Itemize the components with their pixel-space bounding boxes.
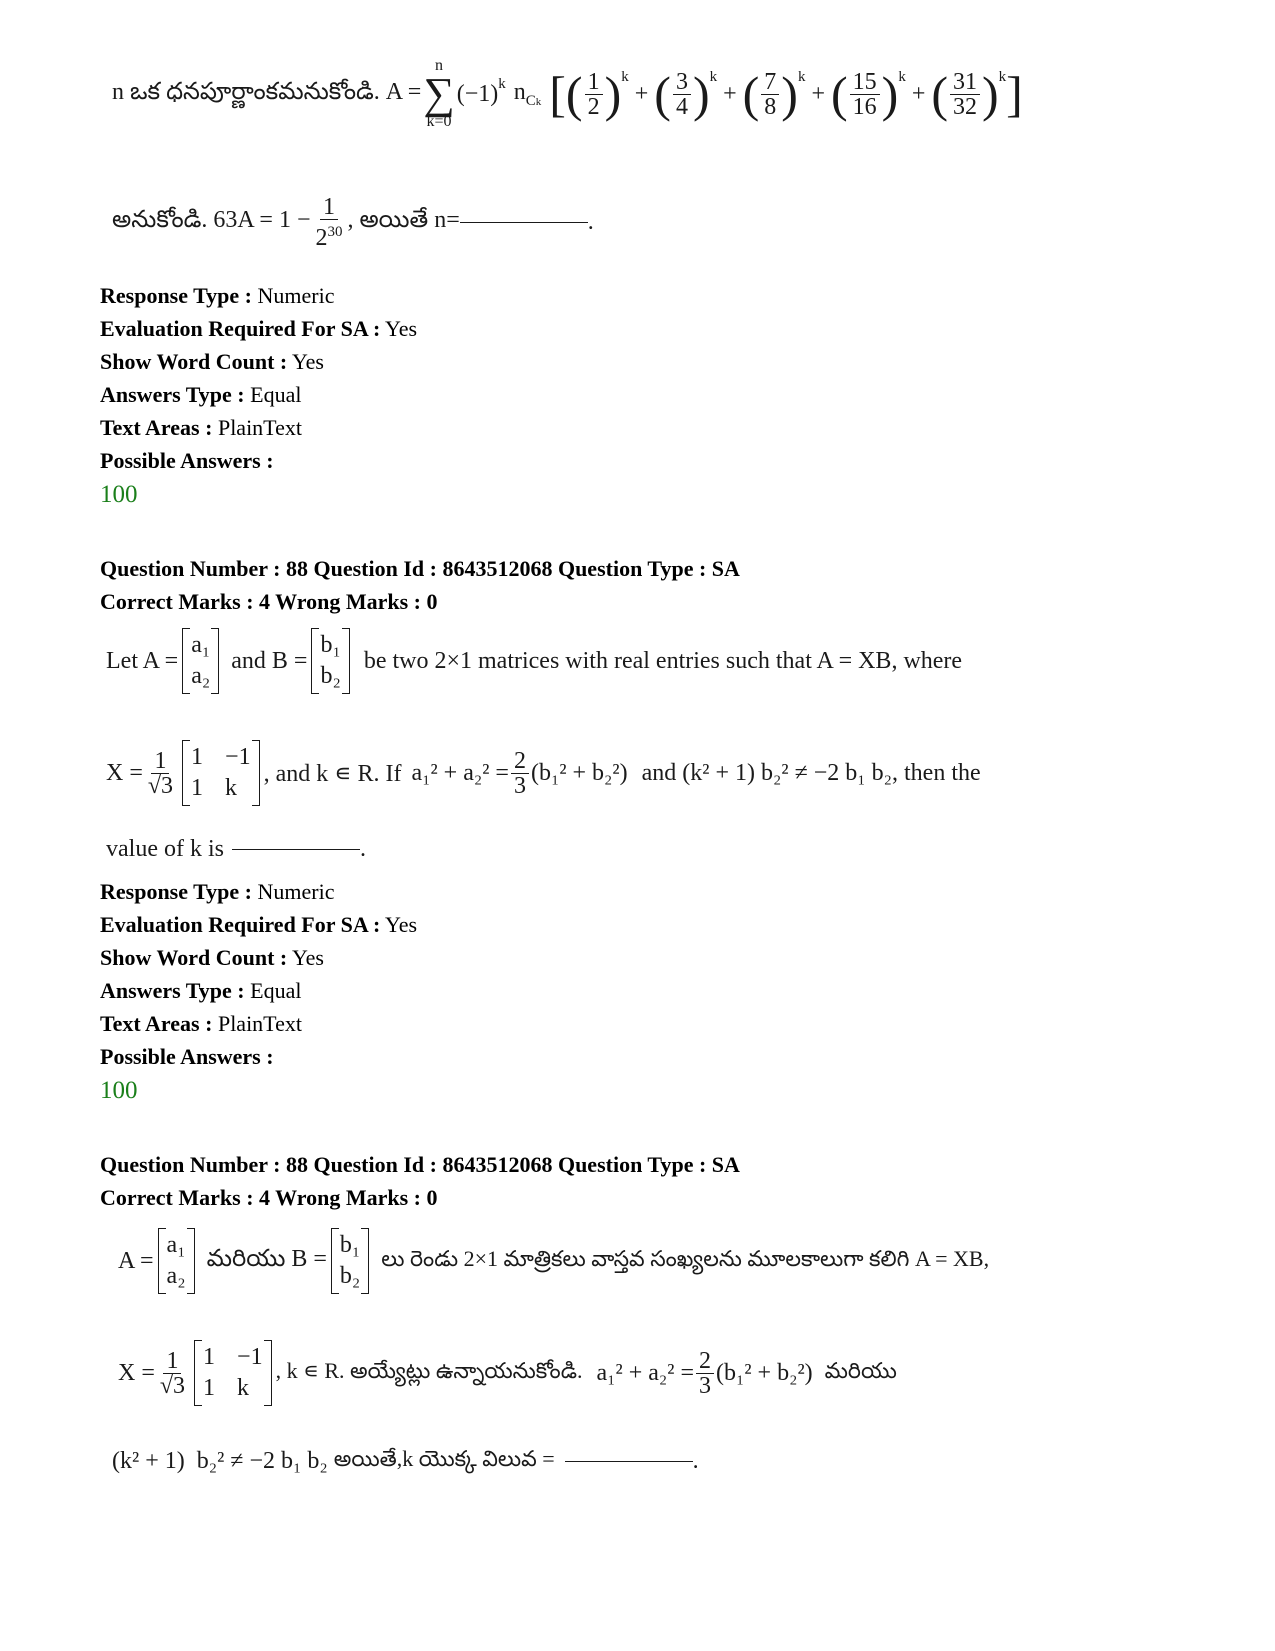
response-type-row (100, 279, 417, 312)
let-a: Let A = (106, 647, 179, 674)
eq-a-sum: a₁² + a₂² = (411, 759, 509, 786)
k-exponent: k (621, 69, 629, 85)
answer-blank (232, 849, 360, 850)
frac-term-1: ( $\frac{1}{2}$ ) $^k$ (565, 66, 629, 122)
label: Evaluation Required For SA : (100, 316, 381, 341)
label: Response Type : (100, 283, 252, 308)
q87-line2-prefix: అనుకోండి. 63A = 1 − (112, 207, 311, 233)
q88-telugu-marks: Correct Marks : 4 Wrong Marks : 0 (100, 1185, 438, 1210)
frac-den: √3 (159, 1372, 186, 1399)
nck (514, 79, 542, 110)
q88-marks: Correct Marks : 4 Wrong Marks : 0 (100, 589, 438, 614)
den-exp: 30 (327, 224, 343, 240)
frac-den: √3 (147, 772, 174, 799)
label: Evaluation Required For SA : (100, 912, 381, 937)
x-prefix: X = (118, 1359, 155, 1386)
one-over-root3 (157, 1349, 188, 1398)
possible-answer-value: 100 (100, 1077, 138, 1104)
eq-b-sum: (b₁² + b₂²) (716, 1359, 813, 1386)
m11: 1 (191, 744, 204, 770)
nck-subsub: k (535, 95, 542, 108)
den-base: 2 (315, 225, 328, 251)
q88-telugu-line3 (112, 1446, 699, 1477)
q87-telugu-line1 (112, 58, 1023, 130)
matrix-a (182, 628, 219, 694)
left-bracket: [ (549, 66, 566, 122)
period: . (587, 209, 594, 235)
value: Yes (291, 349, 324, 374)
q87-line1-prefix: n ఒక ధనపూర్ణాంకమనుకోండి. A = (112, 78, 422, 105)
evaluation-row (100, 312, 417, 345)
frac-num: 1 (585, 70, 603, 95)
q88-telugu-header: Question Number : 88 Question Id : 8643512068 Question Type : SA (100, 1152, 740, 1177)
matrix-x (194, 1340, 272, 1406)
value: Numeric (257, 879, 335, 904)
frac-num: 1 (163, 1349, 181, 1374)
label: Text Areas : (100, 415, 213, 440)
x-prefix: X = (106, 759, 143, 786)
response-type-row (100, 875, 417, 908)
frac-num: 7 (761, 70, 779, 95)
frac-den: 2 (587, 93, 600, 120)
frac-num: 31 (950, 70, 980, 95)
label: Show Word Count : (100, 349, 288, 374)
label: Text Areas : (100, 1011, 213, 1036)
line1-rest: be two 2×1 matrices with real entries such that A = XB, where (363, 647, 963, 674)
mariyu: మరియు (824, 1357, 897, 1383)
line2-mid: , k ∊ R. అయ్యేట్లు ఉన్నాయనుకోండి. (275, 1357, 583, 1383)
m21: 1 (191, 775, 204, 801)
q88-header: Question Number : 88 Question Id : 8643512068 Question Type : SA (100, 556, 740, 581)
possible-answers-row (100, 444, 417, 477)
k-exponent: k (797, 69, 806, 85)
answers-type-row (100, 974, 417, 1007)
matrix-b (311, 628, 349, 694)
value: PlainText (217, 415, 302, 440)
value: Numeric (257, 283, 335, 308)
text-areas-row (100, 1007, 417, 1040)
label: Response Type : (100, 879, 252, 904)
plus: + (811, 80, 825, 107)
eq-a-sum: a₁² + a₂² = (596, 1359, 694, 1386)
q88-telugu-line2 (118, 1340, 897, 1406)
label: Answers Type : (100, 382, 245, 407)
period: . (359, 836, 366, 862)
frac-den: 32 (953, 93, 978, 120)
plus: + (634, 80, 649, 107)
label: Show Word Count : (100, 945, 288, 970)
q88-line3 (106, 836, 366, 863)
text-areas-row (100, 411, 417, 444)
matrix-b (331, 1228, 369, 1294)
a1: a₁ (166, 1232, 186, 1258)
sum-lower: k=0 (426, 113, 452, 130)
m21: 1 (203, 1375, 216, 1401)
b2: b₂ (320, 663, 341, 689)
m12: −1 (237, 1344, 263, 1370)
summation (423, 58, 454, 130)
k-exponent: k (998, 69, 1007, 85)
value: PlainText (217, 1011, 302, 1036)
value: Yes (385, 316, 418, 341)
frac-den: 3 (513, 772, 526, 799)
line1-rest: లు రెండు 2×1 మాత్రికలు వాస్తవ సంఖ్యలను మూలకాలుగా కలిగి A = XB, (381, 1245, 990, 1271)
sum-symbol: ∑ (423, 69, 455, 118)
m22: k (237, 1375, 250, 1401)
and-b: and B = (231, 647, 308, 674)
line2-mid: , and k ∊ R. If (263, 760, 402, 787)
q87-line2-suffix: , అయితే n= (347, 207, 460, 233)
possible-answers-row (100, 1040, 417, 1073)
one-over-root3 (145, 749, 176, 798)
b1: b₁ (320, 632, 341, 658)
then-the: then the (904, 759, 981, 786)
k-exponent: k (709, 69, 718, 85)
nck-base: n (513, 78, 526, 105)
b1: b₁ (339, 1232, 361, 1258)
matrix-x (182, 740, 260, 806)
m11: 1 (203, 1344, 216, 1370)
m22: k (225, 775, 238, 801)
frac-num: 1 (151, 749, 169, 774)
possible-answer-value: 100 (100, 481, 138, 508)
value: Equal (250, 382, 302, 407)
word-count-row (100, 941, 417, 974)
b2: b₂ (339, 1263, 361, 1289)
frac-num: 3 (673, 70, 691, 95)
label: Answers Type : (100, 978, 245, 1003)
a-prefix: A = (118, 1247, 154, 1274)
frac-term-4: ( $\frac{15}{16}$ ) $^k$ (831, 66, 906, 122)
sum-upper: n (435, 57, 444, 74)
value: Yes (385, 912, 418, 937)
a2: a₂ (191, 663, 211, 689)
frac-term-3: ( $\frac{7}{8}$ ) $^k$ (742, 66, 806, 122)
m12: −1 (225, 744, 251, 770)
answers-type-row (100, 378, 417, 411)
frac-den: 3 (699, 1372, 711, 1399)
frac-den: 16 (852, 93, 877, 120)
frac-term-5: ( $\frac{31}{32}$ ) $^k$ (931, 66, 1007, 122)
matrix-a (158, 1228, 195, 1294)
frac-den: 8 (764, 93, 777, 120)
mariyu-b: మరియు B = (206, 1245, 327, 1272)
frac-num: 1 (320, 195, 338, 220)
plus: + (911, 80, 926, 107)
q88-line1 (106, 628, 962, 694)
frac-den: 4 (675, 93, 688, 120)
meta-block-2 (100, 875, 417, 1109)
q87-telugu-line2 (112, 195, 594, 250)
eq-b-sum: (b₁² + b₂²) (530, 759, 628, 786)
one-over-two-pow-30 (312, 195, 345, 250)
right-bracket: ] (1006, 66, 1023, 122)
frac-num: 2 (511, 749, 529, 774)
k-term: (k² + 1) (112, 1448, 185, 1474)
evaluation-row (100, 908, 417, 941)
value-of-k: value of k is (106, 836, 224, 862)
line3-rest: అయితే,k యొక్క విలువ = (333, 1446, 555, 1471)
value: Yes (291, 945, 324, 970)
q88-line2 (106, 740, 981, 806)
two-thirds (511, 749, 529, 798)
eq-inequality: b₂² ≠ −2 b₁ b₂, (761, 759, 899, 786)
label: Possible Answers : (100, 448, 274, 473)
eq-inequality: b₂² ≠ −2 b₁ b₂ (196, 1448, 328, 1474)
plus: + (723, 80, 737, 107)
frac-num: 2 (696, 1349, 714, 1374)
value: Equal (250, 978, 302, 1003)
frac-den (312, 220, 345, 250)
nck-sub: C (525, 92, 536, 109)
and-k-term: and (k² + 1) (641, 759, 755, 786)
frac-term-2: ( $\frac{3}{4}$ ) $^k$ (654, 66, 718, 122)
k-exponent: k (898, 69, 906, 85)
a1: a₁ (191, 632, 211, 658)
answer-blank (565, 1461, 693, 1462)
neg-one-term: (−1) (456, 80, 499, 107)
word-count-row (100, 345, 417, 378)
q88-telugu-line1 (118, 1228, 989, 1294)
a2: a₂ (166, 1263, 186, 1289)
k-exponent: k (498, 75, 506, 92)
period: . (692, 1448, 699, 1474)
label: Possible Answers : (100, 1044, 274, 1069)
frac-num: 15 (850, 70, 880, 95)
two-thirds (696, 1349, 714, 1398)
answer-blank (460, 222, 588, 223)
meta-block-1 (100, 279, 417, 513)
